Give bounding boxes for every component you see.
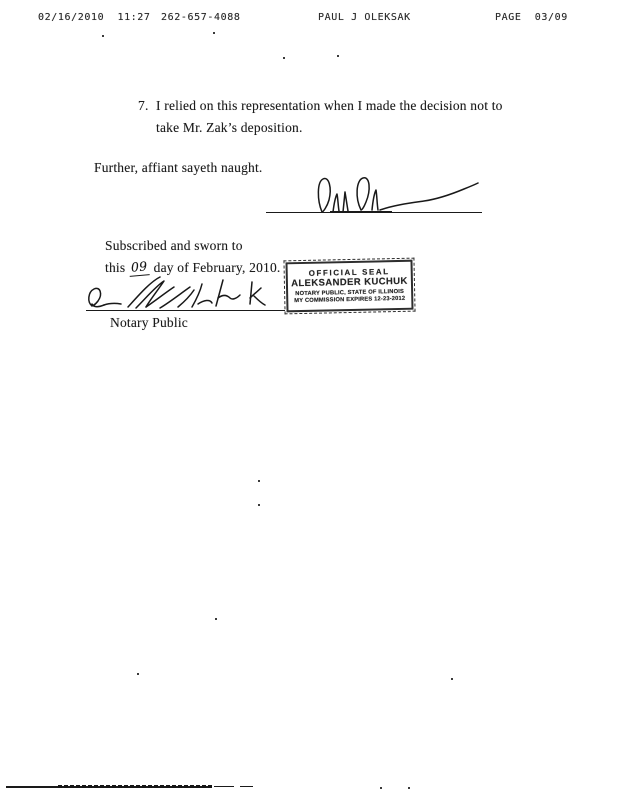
sworn-suffix: day of February, 2010. — [153, 260, 281, 275]
scan-speck — [137, 673, 139, 675]
scan-speck — [258, 504, 260, 506]
fax-page-label: PAGE 03/09 — [495, 12, 568, 23]
scan-speck — [102, 35, 104, 37]
stamp-commission-expiry: MY COMMISSION EXPIRES 12-23-2012 — [294, 295, 406, 305]
sworn-prefix: this — [105, 260, 126, 275]
handwritten-day: 09 — [129, 258, 151, 277]
notary-signature — [84, 274, 289, 312]
stamp-official-seal: OFFICIAL SEAL — [308, 267, 390, 278]
scan-speck — [258, 480, 260, 482]
stamp-notary-name: ALEKSANDER KUCHUK — [291, 275, 408, 290]
subscribed-line: Subscribed and sworn to — [105, 238, 243, 253]
scan-speck — [380, 787, 382, 789]
notary-signature-line — [86, 310, 285, 311]
affiant-signature — [306, 172, 484, 214]
scan-speck — [408, 787, 410, 789]
scan-artifact-dashes — [58, 785, 212, 788]
scan-speck — [337, 55, 339, 57]
fax-number: 262-657-4088 — [161, 12, 241, 23]
paragraph-line-2: take Mr. Zak’s deposition. — [156, 120, 303, 135]
notary-stamp — [285, 260, 413, 313]
scan-speck — [213, 32, 215, 34]
scan-speck — [283, 57, 285, 59]
scan-speck — [451, 678, 453, 680]
notary-public-label: Notary Public — [110, 315, 188, 330]
scan-artifact-dash — [240, 786, 253, 787]
paragraph-number: 7. — [138, 98, 149, 113]
scan-speck — [215, 618, 217, 620]
closing-line: Further, affiant sayeth naught. — [94, 160, 263, 175]
stamp-notary-state: NOTARY PUBLIC, STATE OF ILLINOIS — [295, 288, 405, 298]
paragraph-line-1: I relied on this representation when I made the decision not to — [156, 98, 503, 113]
scan-artifact-dash — [214, 786, 234, 787]
fax-sender: PAUL J OLEKSAK — [318, 12, 411, 23]
signature-line-dark-segment — [330, 211, 392, 213]
fax-datetime: 02/16/2010 11:27 — [38, 12, 151, 23]
